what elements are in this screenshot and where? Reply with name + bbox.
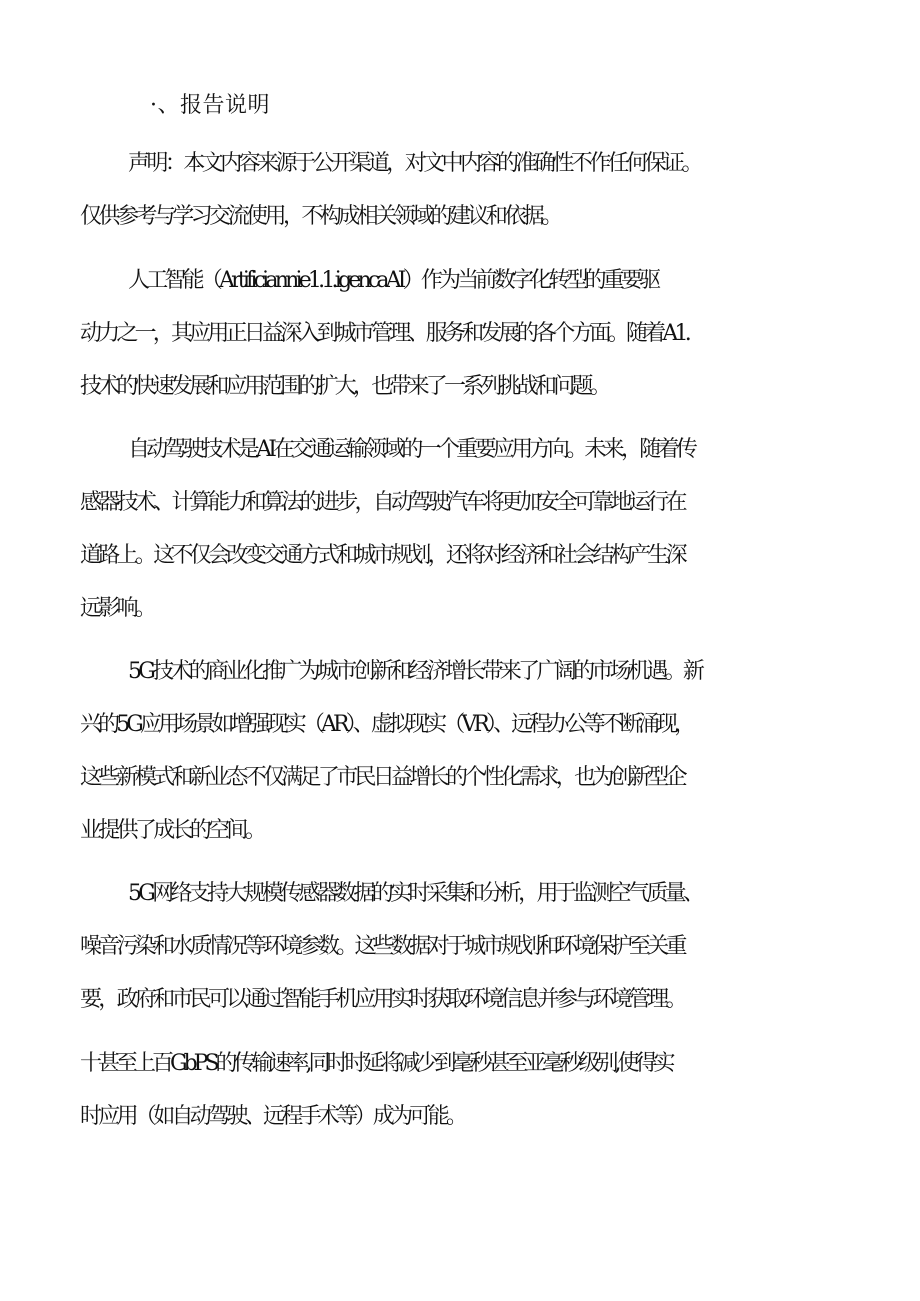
paragraph-line: 要，政府和市民可以通过智能手机应用实时获取环境信息并参与环境管理。 bbox=[80, 987, 684, 1012]
paragraph-line: 5G技术的商业化推广为城市创新和经济增长带来了广阔的市场机遇。新 bbox=[128, 659, 702, 684]
section-heading: ·、报告说明 bbox=[150, 93, 270, 118]
paragraph-line: 人工智能（Artificiannie1.1.igencaAI）作为当前数字化转型的重要驱 bbox=[128, 268, 658, 293]
paragraph-line: 仅供参考与学习交流使用，不构成相关领域的建议和依据。 bbox=[80, 204, 560, 229]
paragraph-line: 兴的5G应用场景如增强现实（AR）、虚拟现实（VR）、远程办公等不断涌现， bbox=[80, 712, 693, 737]
paragraph-line: 感器技术、计算能力和算法的进步，自动驾驶汽车将更加安全可靠地运行在 bbox=[80, 490, 684, 515]
paragraph-line: 5G网络支持大规模传感器数据的实时采集和分析，用于监测空气质量、 bbox=[128, 881, 702, 906]
paragraph-line: 自动驾驶技术是AI在交通运输领域的一个重要应用方向。未来，随着传 bbox=[128, 437, 695, 462]
paragraph-line: 业提供了成长的空间。 bbox=[80, 818, 264, 843]
paragraph-line: 动力之一，其应用正日益深入到城市管理、服务和发展的各个方面。随着A1. bbox=[80, 321, 688, 346]
paragraph-line: 远影响。 bbox=[80, 596, 154, 621]
paragraph-line: 时应用（如自动驾驶、远程手术等）成为可能。 bbox=[80, 1104, 465, 1129]
paragraph-line: 道路上。这不仅会改变交通方式和城市规划，还将对经济和社会结构产生深 bbox=[80, 543, 684, 568]
paragraph-line: 噪音污染和水质情况等环境参数。这些数据对于城市规划和环境保护至关重 bbox=[80, 934, 684, 959]
paragraph-line: 这些新模式和新业态不仅满足了市民日益增长的个性化需求，也为创新型企 bbox=[80, 765, 684, 790]
paragraph-line: 技术的快速发展和应用范围的扩大，也带来了一系列挑战和问题。 bbox=[80, 374, 608, 399]
paragraph-line: 声明：本文内容来源于公开渠道，对文中内容的准确性不作任何保证。 bbox=[128, 151, 700, 176]
paragraph-line: 十甚至上百GbPS的传输速率,同时时延将减少到毫秒甚至亚毫秒级别,使得实 bbox=[80, 1051, 672, 1076]
